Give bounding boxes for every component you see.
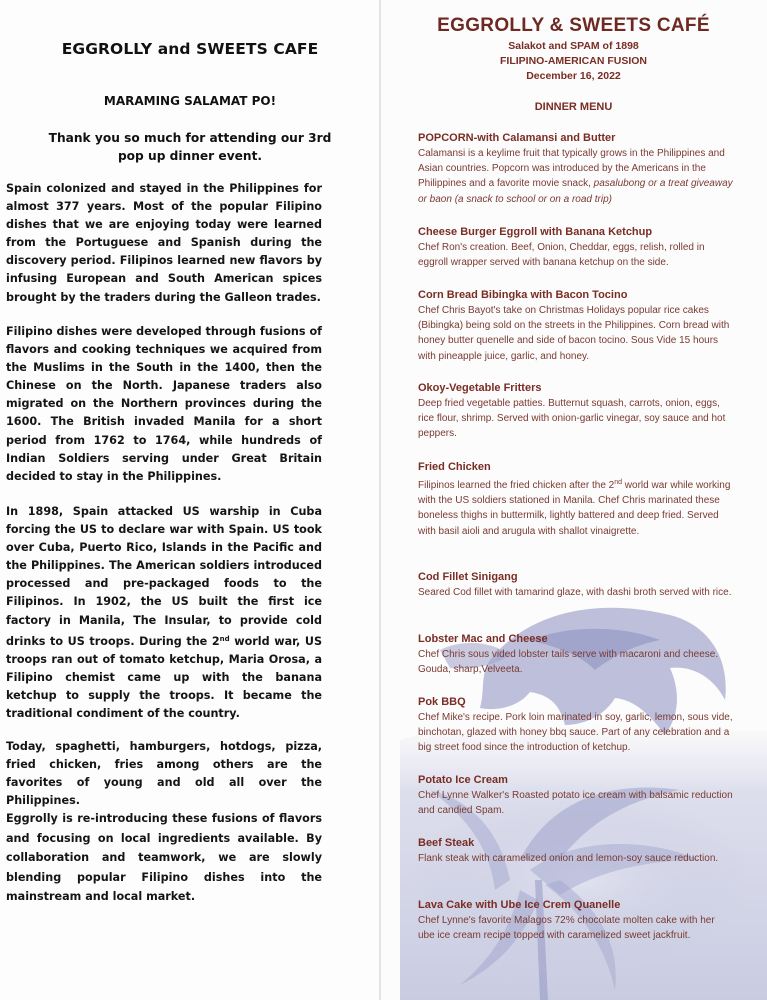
menu-item-name: Lobster Mac and Cheese [418, 633, 548, 645]
history-paragraph-today: Today, spaghetti, hamburgers, hotdogs, pizza, fried chicken, fries among others are the favorites of young and old all over the Philippines. [6, 740, 322, 808]
menu-item-desc-italic: pasalubong or a treat giveaway or baon (a snack to school or on a road trip) [418, 178, 733, 205]
menu-item [418, 288, 734, 364]
menu-item [418, 131, 734, 207]
menu-item-desc-text: world war while working with the US soldiers stationed in Manila. Chef Chris marinated these boneless thighs in buttermilk, lightly battered and deep fried. Served with basil aioli and arugula with shallot vinaigrette. [418, 480, 731, 537]
cuisine-label: FILIPINO-AMERICAN FUSION [500, 55, 647, 67]
menu-item-desc-text: Calamansi is a keylime fruit that typically grows in the Philippines and Asian countries. Popcorn was introduced by the Americans in the Philippines and a favorite movie snack, [418, 148, 725, 190]
menu-item-name: Okoy-Vegetable Fritters [418, 382, 542, 394]
menu-item-description: Flank steak with caramelized onion and lemon-soy sauce reduction. [418, 853, 719, 864]
menu-item-name: Lava Cake with Ube Ice Crem Quanelle [418, 899, 621, 911]
menu-item-description: Chef Chris sous vided lobster tails serve with macaroni and cheese. Gouda, sharp,Velveeta. [418, 649, 719, 676]
menu-item-description: Chef Ron's creation. Beef, Onion, Cheddar, eggs, relish, rolled in eggroll wrapper served with banana ketchup on the side. [418, 242, 705, 269]
history-paragraph-1898 [6, 503, 322, 723]
menu-item-name: POPCORN-with Calamansi and Butter [418, 132, 616, 144]
menu-item [418, 773, 734, 818]
history-paragraph-eggrolly: Eggrolly is re-introducing these fusions of flavors and focusing on local ingredients available. By collaboration and teamwork, we are slowly blending popular Filipino dishes into the mainstream and local market. [6, 812, 322, 903]
thank-you-message: Thank you so much for attending our 3rd pop up dinner event. [48, 131, 332, 163]
menu-item-desc-text: Filipinos learned the fried chicken after the 2 [418, 480, 615, 491]
menu-item-name: Beef Steak [418, 837, 475, 849]
menu-item-description: Chef Lynne's favorite Malagos 72% chocolate molten cake with her ube ice cream recipe topped with caramelized sweet jackfruit. [418, 915, 715, 942]
menu-item [418, 695, 734, 756]
left-page-title: EGGROLLY and SWEETS CAFE [61, 40, 319, 58]
dinner-menu-heading: DINNER MENU [534, 101, 613, 113]
menu-item-name: Cheese Burger Eggroll with Banana Ketchup [418, 226, 653, 238]
menu-item-name: Fried Chicken [418, 461, 491, 473]
menu-item [418, 570, 734, 600]
menu-item-name: Potato Ice Cream [418, 774, 508, 786]
menu-item [418, 460, 734, 539]
menu-item [418, 632, 734, 677]
event-name: Salakot and SPAM of 1898 [508, 40, 639, 52]
superscript-nd: nd [614, 479, 623, 486]
menu-item [418, 225, 734, 270]
history-text-part2: world war, US troops ran out of tomato ketchup, Maria Orosa, a Filipino chemist came up with the banana ketchup to supply the troops. It became the traditional condiment of the country. [6, 634, 323, 721]
history-paragraph-spain: Spain colonized and stayed in the Philippines for almost 377 years. Most of the popular Filipino dishes that we are enjoying today were learned from the Portuguese and Spanish during the discovery period. Filipinos learned new flavors by infusing European and South American spices brought by the traders during the Galleon trades. [6, 182, 322, 304]
event-date: December 16, 2022 [526, 70, 621, 82]
menu-item-description: Chef Chris Bayot's take on Christmas Holidays popular rice cakes (Bibingka) being sold on the streets in the Philippines. Corn bread with honey butter quenelle and side of bacon tocino. Sous Vide 15 hours with pineapple juice, garlic, and honey. [418, 305, 730, 362]
menu-item [418, 381, 734, 442]
menu-item-description: Seared Cod fillet with tamarind glaze, with dashi broth served with rice. [418, 587, 732, 598]
menu-item-name: Corn Bread Bibingka with Bacon Tocino [418, 289, 628, 301]
menu-item-description [418, 146, 734, 207]
menu-item [418, 836, 734, 866]
menu-item-description: Chef Mike's recipe. Pork loin marinated in soy, garlic, lemon, sous vide, binchotan, glazed with honey bbq sauce. Part of any celebration and a big street food since the introduction of ketchup. [418, 712, 733, 754]
menu-item-name: Pok BBQ [418, 696, 466, 708]
menu-cafe-title: EGGROLLY & SWEETS CAFÉ [437, 15, 710, 36]
menu-item-description: Deep fried vegetable patties. Butternut squash, carrots, onion, eggs, rice flour, shrimp. Served with onion-garlic vinegar, soy sauce and hot peppers. [418, 398, 726, 440]
history-text-part1: In 1898, Spain attacked US warship in Cuba forcing the US to declare war with Spain. US took over Cuba, Puerto Rico, Islands in the Pacific and the Philippines. The American soldiers introduced processed and pre-packaged foods to the Filipinos. In 1902, the US built the first ice factory in Manila, The Insular, to provide cold drinks to US troops. During the 2 [6, 505, 322, 648]
thank-you-heading: MARAMING SALAMAT PO! [103, 94, 277, 108]
menu-item-name: Cod Fillet Sinigang [418, 571, 518, 583]
history-paragraph-fusions: Filipino dishes were developed through fusions of flavors and cooking techniques we acquired from the Muslims in the South in the 1400, then the Chinese on the North. Japanese traders also migrated on the Northern provinces during the 1600. The British invaded Manila for a short period from 1762 to 1764, while hundreds of Indian Soldiers serving under Great Britain decided to stay in the Philippines. [6, 325, 322, 483]
menu-item-description: Chef Lynne Walker's Roasted potato ice cream with balsamic reduction and candied Spam. [418, 790, 733, 817]
menu-item-description [418, 475, 734, 539]
superscript-nd: nd [219, 634, 230, 643]
menu-item [418, 898, 734, 943]
